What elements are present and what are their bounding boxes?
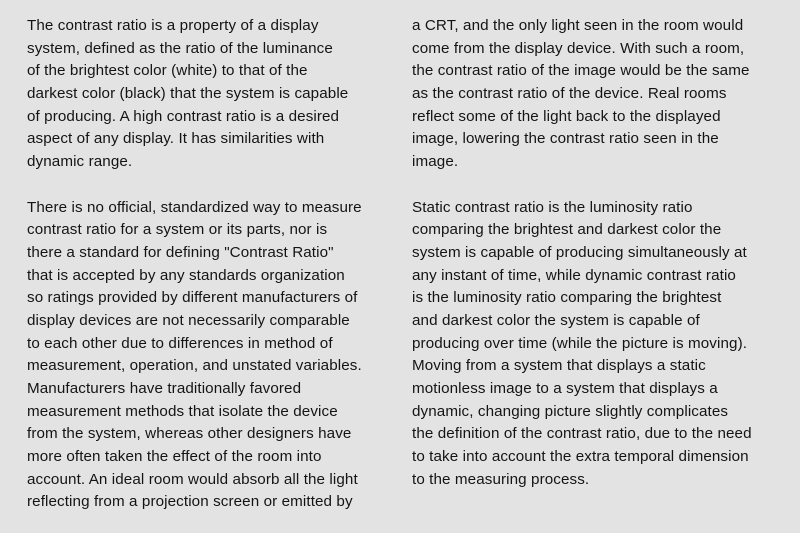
text-line: reflecting from a projection screen or emitted by (27, 493, 353, 511)
text-line: measurement, operation, and unstated variables. (27, 357, 362, 375)
text-line: image, lowering the contrast ratio seen in the (412, 130, 719, 148)
text-line: producing over time (while the picture is moving). (412, 334, 748, 352)
text-line: aspect of any display. It has similarities with (27, 130, 325, 148)
text-line: the definition of the contrast ratio, due to the need (412, 425, 752, 443)
text-line: the contrast ratio of the image would be the same (412, 62, 750, 80)
text-line: Moving from a system that displays a static (412, 357, 706, 375)
text-line: Static contrast ratio is the luminosity ratio (412, 198, 693, 216)
text-line: is the luminosity ratio comparing the brightest (412, 289, 722, 307)
text-line: there a standard for defining "Contrast Ratio" (27, 243, 334, 261)
text-line: contrast ratio for a system or its parts, nor is (27, 221, 328, 239)
text-line: comparing the brightest and darkest color the (412, 221, 722, 239)
text-line: measurement methods that isolate the device (27, 402, 338, 420)
paragraph (412, 197, 777, 492)
paragraph-gap (412, 174, 777, 197)
text-line: come from the display device. With such a room, (412, 39, 745, 57)
paragraph (27, 15, 392, 174)
text-line: to take into account the extra temporal dimension (412, 448, 749, 466)
text-line: from the system, whereas other designers have (27, 425, 352, 443)
text-line: system is capable of producing simultaneously at (412, 243, 747, 261)
text-line: that is accepted by any standards organization (27, 266, 345, 284)
text-line: any instant of time, while dynamic contrast ratio (412, 266, 736, 284)
text-line: as the contrast ratio of the device. Real rooms (412, 85, 727, 103)
text-line: so ratings provided by different manufacturers of (27, 289, 358, 307)
text-line: a CRT, and the only light seen in the room would (412, 17, 744, 34)
paragraph (412, 15, 777, 174)
text-line: Manufacturers have traditionally favored (27, 380, 302, 397)
text-line: to each other due to differences in method of (27, 334, 333, 352)
text-line: more often taken the effect of the room into (27, 448, 322, 466)
paragraph-gap (27, 174, 392, 197)
text-line: There is no official, standardized way to measure (27, 198, 362, 216)
text-column-left (27, 15, 392, 514)
text-column-right (412, 15, 777, 491)
text-line: display devices are not necessarily comparable (27, 311, 350, 329)
text-line: darkest color (black) that the system is capable (27, 85, 349, 103)
text-line: system, defined as the ratio of the luminance (27, 39, 333, 57)
paragraph (27, 197, 392, 515)
text-line: dynamic range. (27, 153, 133, 171)
text-line: dynamic, changing picture slightly complicates (412, 402, 729, 420)
text-line: image. (412, 153, 459, 171)
text-line: to the measuring process. (412, 470, 590, 488)
text-line: of the brightest color (white) to that of the (27, 62, 308, 80)
text-line: of producing. A high contrast ratio is a desired (27, 107, 340, 125)
text-line: account. An ideal room would absorb all the light (27, 470, 358, 488)
text-line: The contrast ratio is a property of a display (27, 17, 319, 34)
text-line: motionless image to a system that displays a (412, 380, 718, 397)
text-line: and darkest color the system is capable of (412, 311, 700, 329)
text-line: reflect some of the light back to the displayed (412, 107, 721, 125)
